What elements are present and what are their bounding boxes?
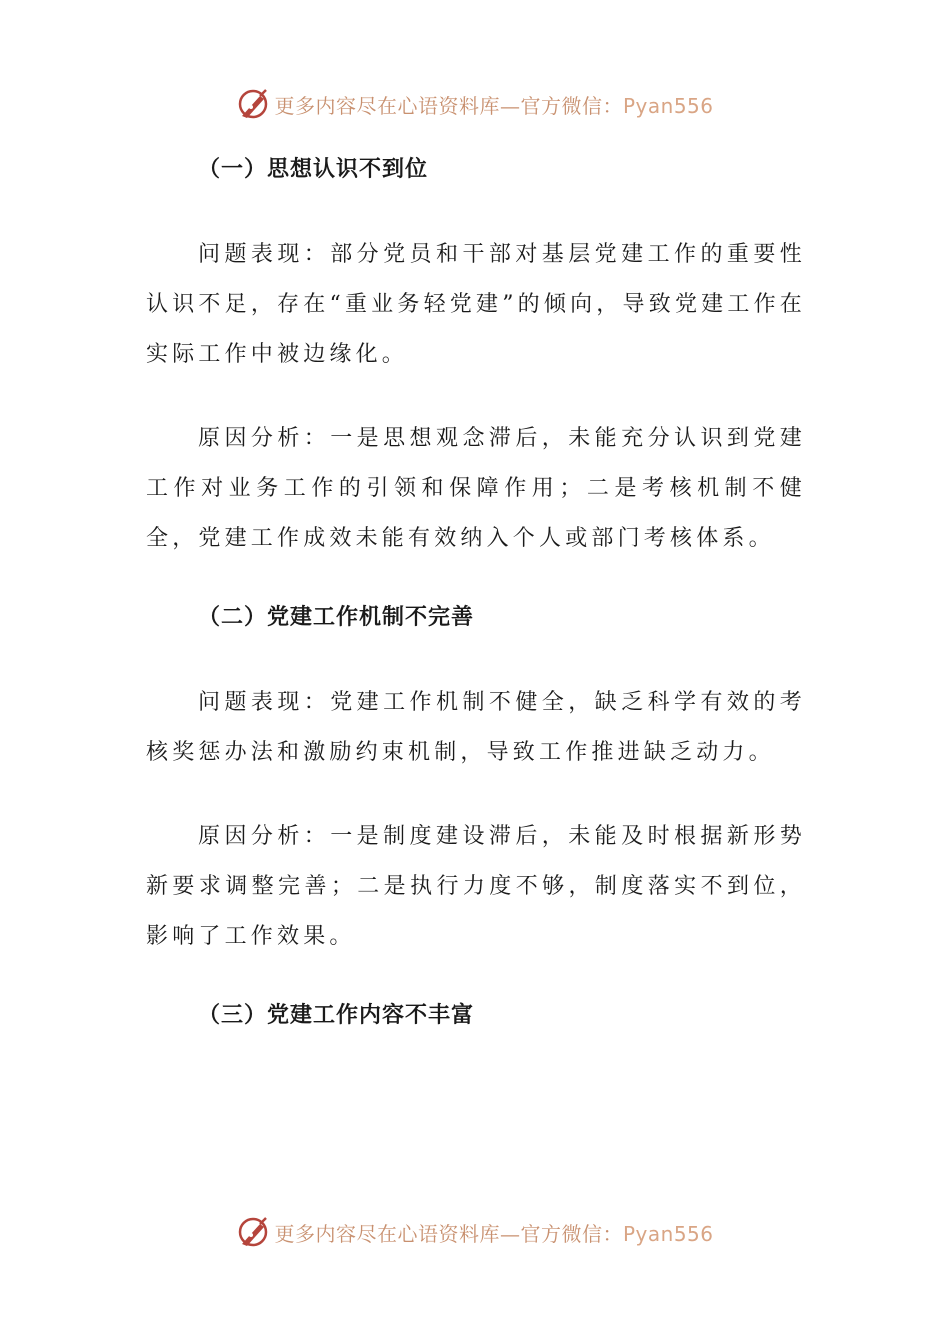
document-body [146,150,806,1036]
paragraph: 问题表现：党建工作机制不健全，缺乏科学有效的考核奖惩办法和激励约束机制，导致工作推进缺乏动力。 [146,690,806,765]
pen-logo-icon [236,87,270,121]
banner-text: 更多内容尽在心语资料库—官方微信：Pyan556 [274,93,714,118]
pen-logo-icon [236,1215,270,1249]
section-heading: （三）党建工作内容不丰富 [198,1003,475,1028]
paragraph: 原因分析：一是制度建设滞后，未能及时根据新形势新要求调整完善；二是执行力度不够，制度落实不到位，影响了工作效果。 [146,824,806,949]
banner-text: 更多内容尽在心语资料库—官方微信：Pyan556 [274,1221,714,1246]
section-heading: （一）思想认识不到位 [198,157,429,182]
footer-banner [0,1212,950,1252]
header-banner [0,84,950,124]
paragraph: 问题表现：部分党员和干部对基层党建工作的重要性认识不足，存在“重业务轻党建”的倾向，导致党建工作在实际工作中被边缘化。 [146,242,806,367]
section-heading: （二）党建工作机制不完善 [198,605,475,630]
paragraph: 原因分析：一是思想观念滞后，未能充分认识到党建工作对业务工作的引领和保障作用；二是考核机制不健全，党建工作成效未能有效纳入个人或部门考核体系。 [146,426,806,551]
